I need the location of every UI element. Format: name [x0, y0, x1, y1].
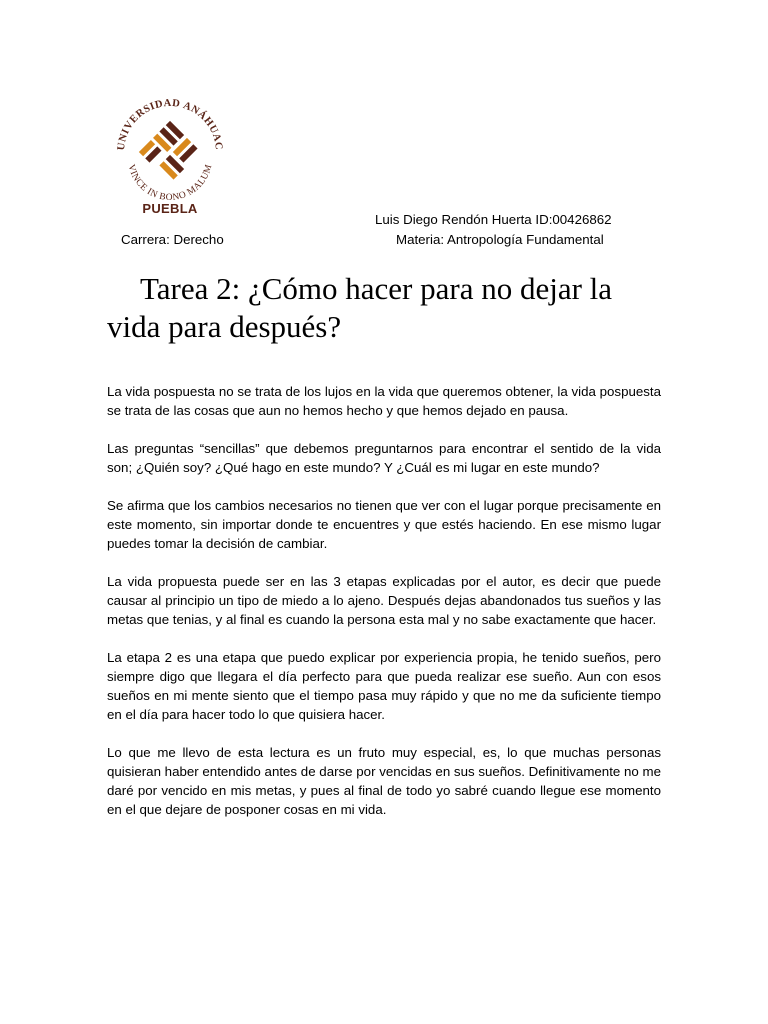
subject-line: Materia: Antropología Fundamental [396, 232, 604, 247]
paragraph: La etapa 2 es una etapa que puedo explicar por experiencia propia, he tenido sueños, pero siempre digo que llegara el día perfecto para que pueda realizar ese sueño. Aun con esos sueños en mi mente siento que el tiempo pasa muy rápido y que no me da suficiente tiempo en el día para hacer todo lo que quisiera hacer. [107, 650, 661, 722]
author-line: Luis Diego Rendón Huerta ID:00426862 [375, 212, 612, 227]
paragraph: La vida pospuesta no se trata de los lujos en la vida que queremos obtener, la vida pospuesta se trata de las cosas que aun no hemos hecho y que hemos dejado en pausa. [107, 384, 661, 418]
logo-emblem-icon [139, 121, 201, 183]
paragraph: La vida propuesta puede ser en las 3 etapas explicadas por el autor, es decir que puede causar al principio un tipo de miedo a lo ajeno. Después dejas abandonados tus sueños y las metas que tenias, y al final es cuando la persona esta mal y no sabe exactamente que hacer. [107, 574, 661, 627]
paragraph: Lo que me llevo de esta lectura es un fruto muy especial, es, lo que muchas personas quisieran haber entendido antes de darse por vencidas en sus sueños. Definitivamente no me daré por vencido en mis metas, y pues al final de todo yo sabré cuando llegue ese momento en el que dejare de posponer cosas en mi vida. [107, 745, 661, 817]
logo-text-top: UNIVERSIDAD ANÁHUAC [115, 97, 225, 151]
document-body [107, 382, 661, 838]
career-line: Carrera: Derecho [121, 232, 224, 247]
logo-text-bottom: VINCE IN BONO MALUM [125, 163, 215, 204]
university-seal-icon [110, 94, 230, 204]
document-title: Tarea 2: ¿Cómo hacer para no dejar la vida para después? [107, 271, 613, 344]
paragraph: Se afirma que los cambios necesarios no tienen que ver con el lugar porque precisamente en este momento, sin importar donde te encuentres y que estés haciendo. En ese mismo lugar puedes tomar la decisión de cambiar. [107, 498, 661, 551]
logo-campus: PUEBLA [142, 201, 198, 216]
paragraph: Las preguntas “sencillas” que debemos preguntarnos para encontrar el sentido de la vida son; ¿Quién soy? ¿Qué hago en este mundo? Y ¿Cuál es mi lugar en este mundo? [107, 441, 661, 475]
